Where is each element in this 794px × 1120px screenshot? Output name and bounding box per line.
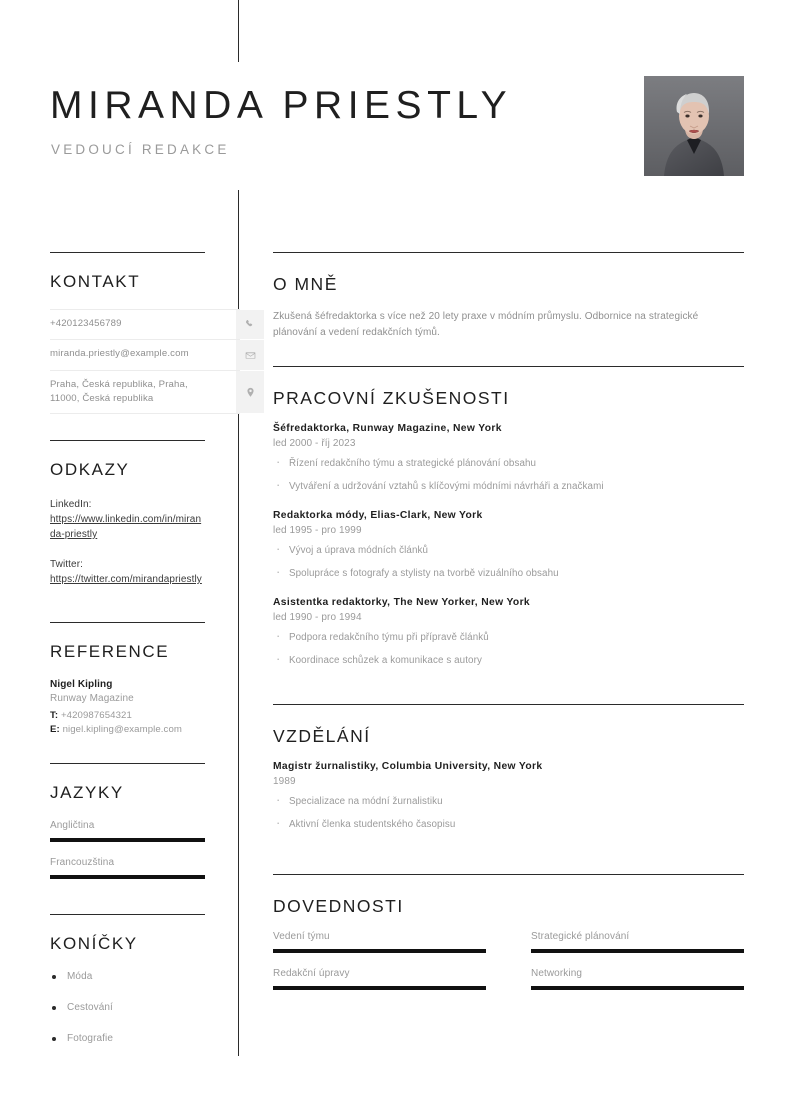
education-bullets — [273, 795, 744, 832]
main-heading-education: VZDĚLÁNÍ — [273, 726, 371, 746]
skill-item — [531, 968, 744, 990]
main-heading-experience: PRACOVNÍ ZKUŠENOSTI — [273, 388, 510, 408]
skill-name: Vedení týmu — [273, 931, 330, 942]
skill-level-track — [273, 986, 486, 990]
page-title: MIRANDA PRIESTLY — [50, 84, 513, 127]
experience-entry — [273, 597, 744, 668]
language-level-fill — [50, 838, 205, 842]
location-pin-icon — [236, 371, 264, 413]
main-section-experience — [273, 366, 744, 668]
bullet-item: · Podpora redakčního týmu při přípravě článků — [273, 631, 744, 645]
language-level-track — [50, 875, 205, 879]
reference-email-label: E: — [50, 724, 60, 735]
main-section-about — [273, 252, 744, 340]
hobby-item: Fotografie — [50, 1033, 240, 1044]
spacer — [273, 684, 744, 704]
reference-email-line — [50, 723, 205, 737]
experience-bullets — [273, 544, 744, 581]
avatar — [644, 76, 744, 176]
contact-email-value: miranda.priestly@example.com — [50, 348, 189, 359]
skill-name: Networking — [531, 968, 583, 979]
hobby-item: Cestování — [50, 1002, 240, 1013]
sidebar-section-contact — [50, 252, 240, 414]
main-section-education — [273, 704, 744, 832]
skill-item — [273, 931, 486, 953]
bullet-item: · Aktivní členka studentského časopisu — [273, 818, 744, 832]
link-url-twitter[interactable]: https://twitter.com/mirandapriestly — [50, 574, 202, 585]
section-rule — [50, 914, 205, 915]
bullet-item: · Vytváření a udržování vztahů s klíčovými módními návrháři a značkami — [273, 480, 744, 494]
bullet-item: · Vývoj a úprava módních článků — [273, 544, 744, 558]
skill-level-fill — [531, 986, 744, 990]
bullet-item: · Specializace na módní žurnalistiku — [273, 795, 744, 809]
spacer — [50, 414, 240, 440]
reference-phone-line — [50, 709, 205, 723]
sidebar-heading-hobbies: KONÍČKY — [50, 934, 138, 953]
main-heading-skills: DOVEDNOSTI — [273, 896, 404, 916]
language-name: Francouzština — [50, 857, 115, 868]
education-entry — [273, 761, 744, 832]
experience-date: led 2000 - říj 2023 — [273, 438, 356, 449]
spacer — [50, 737, 240, 763]
link-item-linkedin — [50, 497, 240, 542]
experience-date: led 1990 - pro 1994 — [273, 612, 362, 623]
experience-entry — [273, 423, 744, 494]
education-title: Magistr žurnalistiky, Columbia University, New York — [273, 761, 543, 772]
skill-level-track — [531, 949, 744, 953]
language-name: Angličtina — [50, 820, 95, 831]
reference-email-value: nigel.kipling@example.com — [62, 724, 182, 735]
section-rule — [273, 874, 744, 875]
spacer — [50, 894, 240, 914]
section-rule — [50, 622, 205, 623]
sidebar-heading-reference: REFERENCE — [50, 642, 170, 661]
language-level-track — [50, 838, 205, 842]
hobby-item: Móda — [50, 971, 240, 982]
sidebar-section-links — [50, 440, 240, 587]
header-subtitle: VEDOUCÍ REDAKCE — [51, 142, 230, 157]
section-rule — [50, 440, 205, 441]
envelope-icon — [236, 340, 264, 370]
bullet-item: · Řízení redakčního týmu a strategické plánování obsahu — [273, 457, 744, 471]
skill-level-fill — [273, 949, 486, 953]
spacer — [50, 602, 240, 622]
section-rule — [273, 366, 744, 367]
skill-level-fill — [531, 949, 744, 953]
reference-phone-label: T: — [50, 710, 59, 721]
link-url-linkedin[interactable]: https://www.linkedin.com/in/miranda-priestly — [50, 514, 202, 540]
bullet-item: · Spolupráce s fotografy a stylisty na tvorbě vizuálního obsahu — [273, 567, 744, 581]
skill-item — [531, 931, 744, 953]
section-rule — [273, 252, 744, 253]
reference-name: Nigel Kipling — [50, 679, 113, 690]
link-item-twitter — [50, 557, 240, 587]
language-item — [50, 820, 240, 842]
experience-bullets — [273, 631, 744, 668]
skill-name: Redakční úpravy — [273, 968, 350, 979]
experience-title: Redaktorka módy, Elias-Clark, New York — [273, 510, 483, 521]
main-heading-about: O MNĚ — [273, 274, 338, 294]
sidebar-heading-languages: JAZYKY — [50, 783, 124, 802]
experience-title: Asistentka redaktorky, The New Yorker, New York — [273, 597, 531, 608]
contact-row-phone[interactable] — [50, 309, 240, 340]
experience-title: Šéfredaktorka, Runway Magazine, New York — [273, 423, 502, 434]
language-level-fill — [50, 875, 205, 879]
skill-item — [273, 968, 486, 990]
sidebar — [50, 252, 240, 1064]
skill-level-track — [273, 949, 486, 953]
reference-phone-value: +420987654321 — [60, 710, 132, 721]
experience-bullets — [273, 457, 744, 494]
section-rule — [50, 763, 205, 764]
experience-entry — [273, 510, 744, 581]
about-text: Zkušená šéfredaktorka s více než 20 lety praxe v módním průmyslu. Odbornice na strategické plánování a vedení redakčních týmů. — [273, 311, 699, 338]
bullet-item: · Koordinace schůzek a komunikace s autory — [273, 654, 744, 668]
skills-grid — [273, 931, 744, 1005]
header — [0, 76, 794, 180]
skill-name: Strategické plánování — [531, 931, 630, 942]
contact-row-location[interactable] — [50, 371, 240, 414]
sidebar-section-reference — [50, 622, 240, 737]
contact-row-email[interactable] — [50, 340, 240, 371]
sidebar-heading-contact: KONTAKT — [50, 272, 141, 291]
experience-date: led 1995 - pro 1999 — [273, 525, 362, 536]
contact-phone-value: +420123456789 — [50, 318, 122, 329]
phone-icon — [236, 310, 264, 339]
link-label-linkedin: LinkedIn: — [50, 499, 92, 510]
main-section-skills — [273, 874, 744, 1005]
hobby-list — [50, 971, 240, 1044]
skill-level-track — [531, 986, 744, 990]
vertical-divider-top — [238, 0, 239, 62]
sidebar-section-languages — [50, 763, 240, 879]
links-list — [50, 497, 240, 587]
skill-level-fill — [273, 986, 486, 990]
spacer — [273, 340, 744, 366]
education-date: 1989 — [273, 776, 296, 787]
spacer — [273, 848, 744, 874]
reference-company: Runway Magazine — [50, 693, 134, 704]
section-rule — [50, 252, 205, 253]
sidebar-section-hobbies — [50, 914, 240, 1044]
link-label-twitter: Twitter: — [50, 559, 84, 570]
sidebar-heading-links: ODKAZY — [50, 460, 130, 479]
section-rule — [273, 704, 744, 705]
main-content — [273, 252, 744, 1005]
contact-list — [50, 309, 240, 414]
contact-location-value: Praha, Česká republika, Praha, 11000, Česká republika — [50, 379, 188, 404]
language-item — [50, 857, 240, 879]
